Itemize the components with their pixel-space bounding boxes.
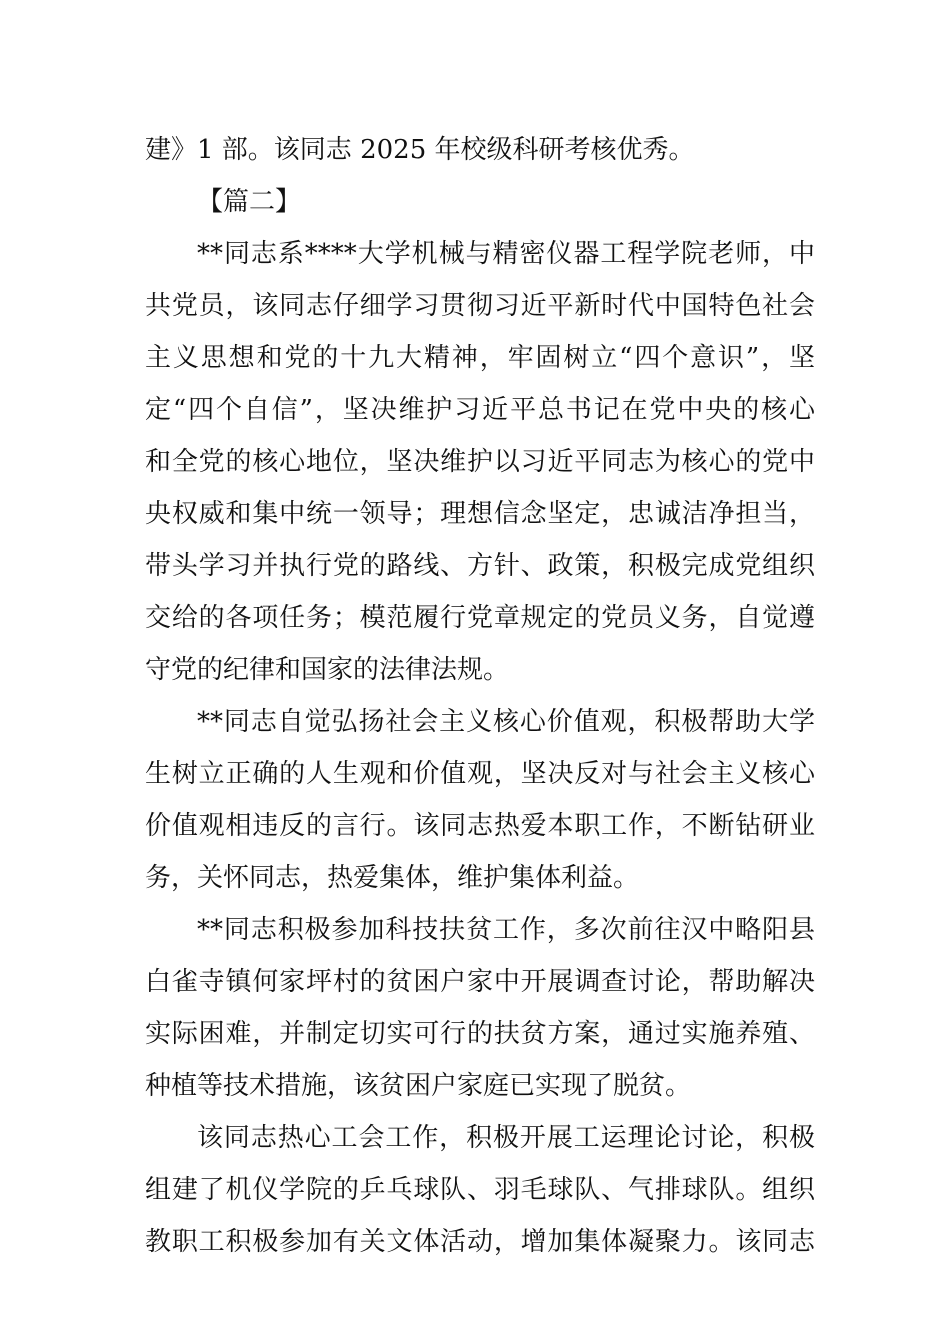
section-heading: 【篇二】 bbox=[197, 187, 302, 217]
text-line: 务，关怀同志，热爱集体，维护集体利益。 bbox=[145, 863, 640, 893]
text-line: 白雀寺镇何家坪村的贫困户家中开展调查讨论，帮助解决 bbox=[145, 967, 815, 997]
text-line: **同志积极参加科技扶贫工作，多次前往汉中略阳县 bbox=[197, 915, 815, 945]
text-line: 交给的各项任务；模范履行党章规定的党员义务，自觉遵 bbox=[145, 603, 815, 633]
text-line: 组建了机仪学院的乒乓球队、羽毛球队、气排球队。组织 bbox=[145, 1175, 815, 1205]
text-line: 种植等技术措施，该贫困户家庭已实现了脱贫。 bbox=[145, 1071, 692, 1101]
text-line: 建》1 部。该同志 2025 年校级科研考核优秀。 bbox=[145, 135, 695, 165]
text-line: 教职工积极参加有关文体活动，增加集体凝聚力。该同志 bbox=[145, 1227, 815, 1257]
text-line: 共党员，该同志仔细学习贯彻习近平新时代中国特色社会 bbox=[145, 291, 815, 321]
text-line: 该同志热心工会工作，积极开展工运理论讨论，积极 bbox=[197, 1123, 815, 1153]
text-line: 生树立正确的人生观和价值观，坚决反对与社会主义核心 bbox=[145, 759, 815, 789]
text-line: **同志自觉弘扬社会主义核心价值观，积极帮助大学 bbox=[197, 707, 815, 737]
text-line: 主义思想和党的十九大精神，牢固树立“四个意识”，坚 bbox=[145, 343, 815, 373]
text-line: 定“四个自信”，坚决维护习近平总书记在党中央的核心 bbox=[145, 395, 815, 425]
text-line: **同志系****大学机械与精密仪器工程学院老师，中 bbox=[197, 239, 815, 269]
text-line: 央权威和集中统一领导；理想信念坚定，忠诚洁净担当， bbox=[145, 499, 815, 529]
text-line: 实际困难，并制定切实可行的扶贫方案，通过实施养殖、 bbox=[145, 1019, 815, 1049]
text-line: 价值观相违反的言行。该同志热爱本职工作，不断钻研业 bbox=[145, 811, 815, 841]
text-line: 和全党的核心地位，坚决维护以习近平同志为核心的党中 bbox=[145, 447, 815, 477]
text-line: 守党的纪律和国家的法律法规。 bbox=[145, 655, 510, 685]
text-line: 带头学习并执行党的路线、方针、政策，积极完成党组织 bbox=[145, 551, 815, 581]
